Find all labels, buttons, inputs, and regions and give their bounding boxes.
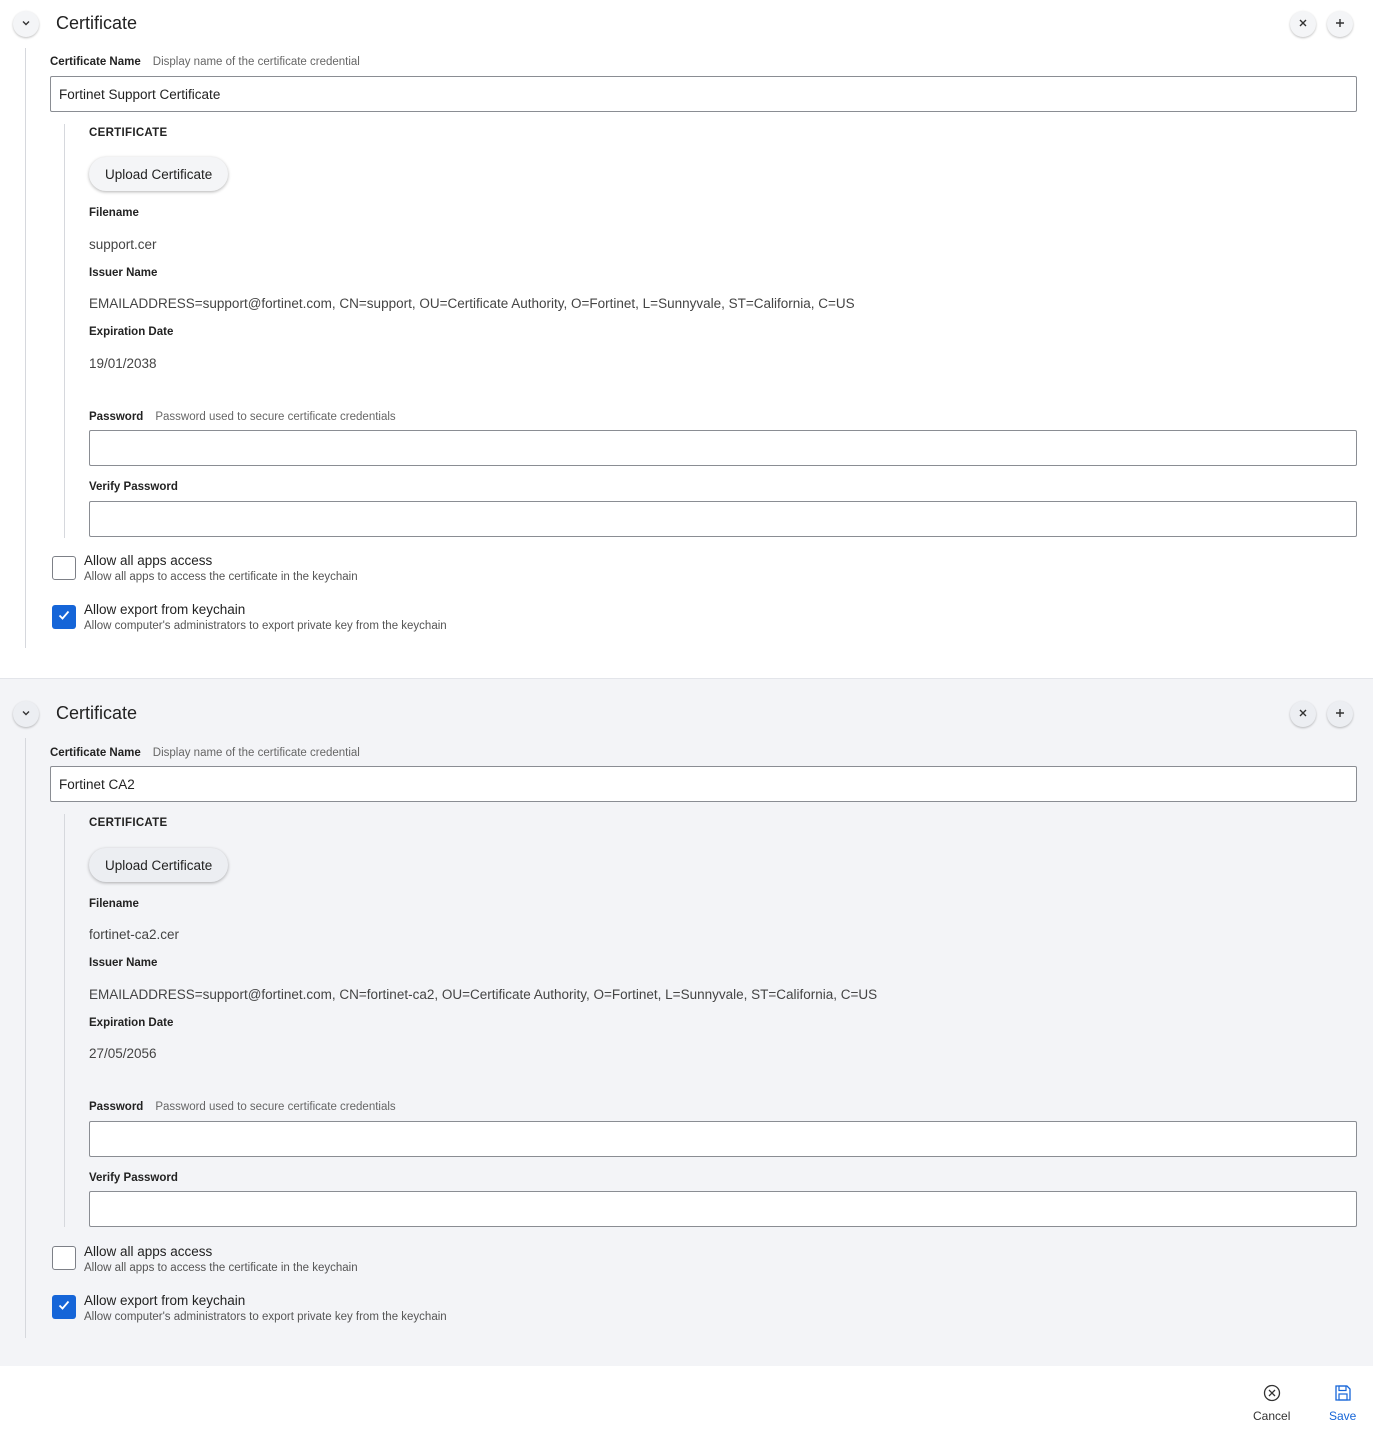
verify-password-label: Verify Password xyxy=(89,481,178,493)
allow-export-description: Allow computer's administrators to export private key from the keychain xyxy=(84,1311,447,1323)
issuer-name-value: EMAILADDRESS=support@fortinet.com, CN=support, OU=Certificate Authority, O=Fortinet, L=Sunnyvale, ST=California, C=US xyxy=(89,296,855,311)
chevron-down-icon xyxy=(21,15,31,33)
password-label-text: Password xyxy=(89,411,144,423)
certificate-name-hint: Display name of the certificate credential xyxy=(152,747,360,759)
certificate-block-rule xyxy=(64,814,65,1227)
password-label xyxy=(89,411,396,423)
certificate-name-label-text: Certificate Name xyxy=(50,747,141,759)
remove-section-button[interactable] xyxy=(1290,701,1316,727)
section-left-rule xyxy=(25,48,26,648)
expiration-date-label: Expiration Date xyxy=(89,326,174,338)
save-label: Save xyxy=(1329,1409,1357,1423)
expiration-date-value: 27/05/2056 xyxy=(89,1046,157,1061)
add-section-button[interactable] xyxy=(1327,11,1353,37)
filename-value: fortinet-ca2.cer xyxy=(89,927,180,942)
cancel-button[interactable] xyxy=(1253,1384,1290,1423)
certificate-section-2 xyxy=(0,678,1373,1367)
section-header xyxy=(0,690,1373,738)
chevron-down-icon xyxy=(21,705,31,723)
allow-all-apps-checkbox[interactable] xyxy=(52,1246,76,1270)
footer-actions xyxy=(0,1366,1373,1436)
section-header xyxy=(0,0,1373,48)
plus-icon xyxy=(1335,15,1345,33)
password-hint: Password used to secure certificate credentials xyxy=(155,1101,396,1113)
allow-all-apps-checkbox[interactable] xyxy=(52,556,76,580)
certificate-name-label xyxy=(50,56,360,68)
plus-icon xyxy=(1335,705,1345,723)
certificate-name-input[interactable]: Fortinet Support Certificate xyxy=(50,76,1357,112)
allow-all-apps-description: Allow all apps to access the certificate in the keychain xyxy=(84,571,358,583)
allow-export-label: Allow export from keychain xyxy=(84,602,246,617)
issuer-name-label: Issuer Name xyxy=(89,267,158,279)
allow-all-apps-description: Allow all apps to access the certificate in the keychain xyxy=(84,1262,358,1274)
certificate-name-label xyxy=(50,747,360,759)
certificate-caption: CERTIFICATE xyxy=(89,127,168,139)
checkmark-icon xyxy=(57,1298,71,1317)
certificate-caption: CERTIFICATE xyxy=(89,817,168,829)
section-title: Certificate xyxy=(56,703,138,723)
certificate-name-label-text: Certificate Name xyxy=(50,56,141,68)
password-input[interactable] xyxy=(89,1121,1357,1157)
allow-export-checkbox[interactable] xyxy=(52,1295,76,1319)
section-title: Certificate xyxy=(56,13,138,33)
close-icon xyxy=(1298,705,1308,723)
certificate-name-input[interactable]: Fortinet CA2 xyxy=(50,766,1357,802)
upload-certificate-button[interactable]: Upload Certificate xyxy=(89,848,228,882)
expiration-date-label: Expiration Date xyxy=(89,1017,174,1029)
issuer-name-value: EMAILADDRESS=support@fortinet.com, CN=fortinet-ca2, OU=Certificate Authority, O=Fortinet, L=Sunnyvale, ST=California, C=US xyxy=(89,987,878,1002)
verify-password-input[interactable] xyxy=(89,1191,1357,1227)
remove-section-button[interactable] xyxy=(1290,11,1316,37)
verify-password-label: Verify Password xyxy=(89,1172,178,1184)
allow-all-apps-label: Allow all apps access xyxy=(84,1244,213,1259)
close-icon xyxy=(1298,15,1308,33)
allow-all-apps-label: Allow all apps access xyxy=(84,553,213,568)
filename-label: Filename xyxy=(89,207,139,219)
collapse-button[interactable] xyxy=(13,11,39,37)
filename-label: Filename xyxy=(89,898,139,910)
filename-value: support.cer xyxy=(89,237,157,252)
floppy-disk-icon xyxy=(1334,1384,1352,1405)
save-button[interactable] xyxy=(1329,1384,1356,1423)
certificate-section-1 xyxy=(0,0,1373,678)
cancel-circle-icon xyxy=(1263,1384,1281,1405)
checkmark-icon xyxy=(57,608,71,627)
password-label xyxy=(89,1101,396,1113)
password-hint: Password used to secure certificate credentials xyxy=(155,411,396,423)
allow-export-description: Allow computer's administrators to export private key from the keychain xyxy=(84,620,447,632)
cancel-label: Cancel xyxy=(1253,1409,1291,1423)
certificate-block-rule xyxy=(64,124,65,538)
password-input[interactable] xyxy=(89,430,1357,466)
section-left-rule xyxy=(25,738,26,1338)
collapse-button[interactable] xyxy=(13,701,39,727)
verify-password-input[interactable] xyxy=(89,501,1357,537)
upload-certificate-button[interactable]: Upload Certificate xyxy=(89,157,228,191)
allow-export-label: Allow export from keychain xyxy=(84,1293,246,1308)
add-section-button[interactable] xyxy=(1327,701,1353,727)
password-label-text: Password xyxy=(89,1101,144,1113)
allow-export-checkbox[interactable] xyxy=(52,605,76,629)
expiration-date-value: 19/01/2038 xyxy=(89,356,157,371)
certificate-name-hint: Display name of the certificate credential xyxy=(152,56,360,68)
issuer-name-label: Issuer Name xyxy=(89,957,158,969)
